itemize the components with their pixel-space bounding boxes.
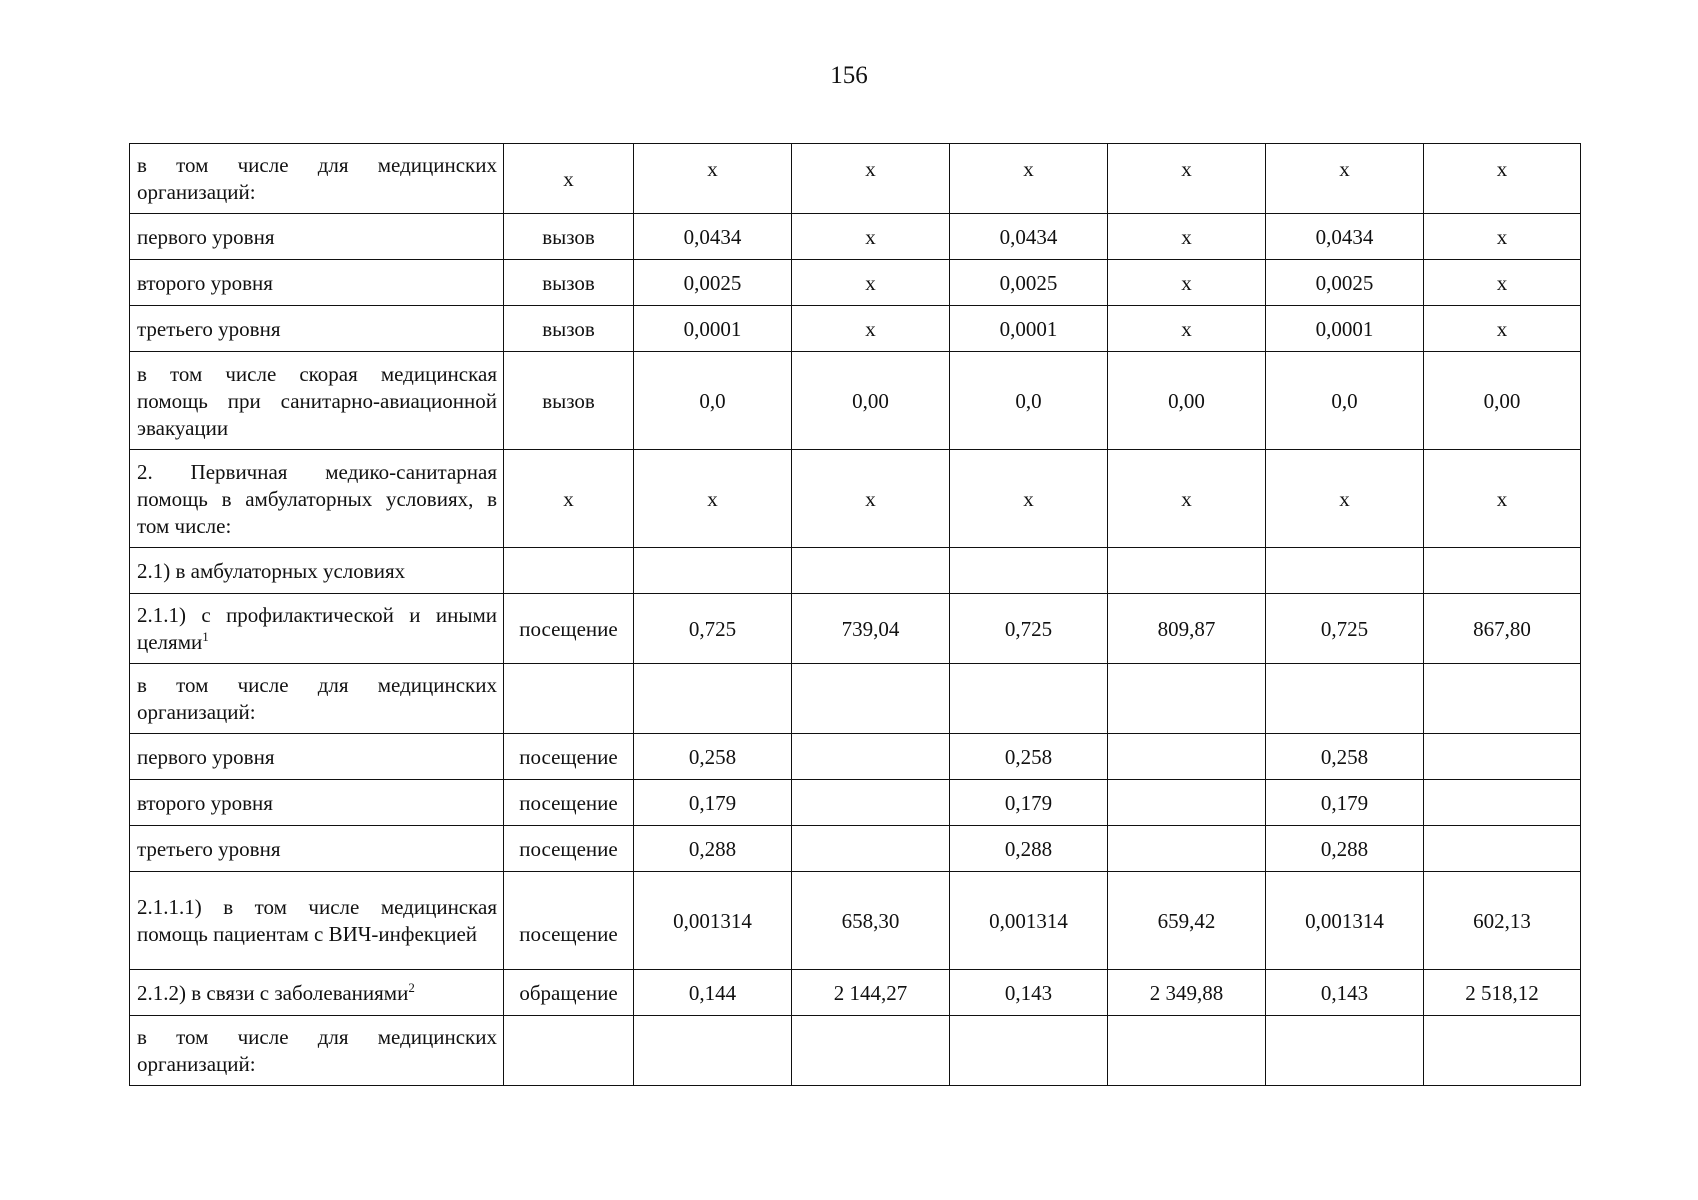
row-value (950, 548, 1108, 594)
row-unit: вызов (504, 214, 634, 260)
row-label: 2.1) в амбулаторных условиях (130, 548, 504, 594)
table-row (130, 214, 1581, 260)
row-value: 0,0001 (1266, 306, 1424, 352)
row-value (1266, 664, 1424, 734)
row-unit: посещение (504, 594, 634, 664)
row-value: х (1424, 260, 1581, 306)
row-value: 0,0001 (634, 306, 792, 352)
row-value: 0,288 (950, 826, 1108, 872)
row-value: х (1108, 450, 1266, 548)
row-value: 0,725 (950, 594, 1108, 664)
table-row (130, 826, 1581, 872)
row-value (1108, 664, 1266, 734)
row-unit (504, 548, 634, 594)
row-label: первого уровня (130, 734, 504, 780)
row-value: х (1108, 306, 1266, 352)
data-table (129, 143, 1581, 1086)
table-row (130, 734, 1581, 780)
row-value: х (792, 214, 950, 260)
row-value (792, 664, 950, 734)
row-value: 0,001314 (634, 872, 792, 970)
row-unit (504, 664, 634, 734)
row-value: х (1424, 144, 1581, 214)
row-unit: х (504, 144, 634, 214)
row-value: х (1424, 450, 1581, 548)
row-value: 0,258 (634, 734, 792, 780)
row-value (1108, 780, 1266, 826)
row-value: 0,0 (1266, 352, 1424, 450)
row-value: 0,0001 (950, 306, 1108, 352)
row-value: 0,258 (1266, 734, 1424, 780)
table-row (130, 306, 1581, 352)
row-value: 0,144 (634, 970, 792, 1016)
row-label: в том числе для медицинских организаций: (130, 664, 504, 734)
row-label: 2. Первичная медико-санитарная помощь в амбулаторных условиях, в том числе: (130, 450, 504, 548)
table-row (130, 780, 1581, 826)
row-value: 659,42 (1108, 872, 1266, 970)
table-row (130, 970, 1581, 1016)
row-value: 0,0434 (634, 214, 792, 260)
footnote-marker: 1 (202, 629, 209, 644)
row-value: х (950, 144, 1108, 214)
row-value (1108, 1016, 1266, 1086)
row-label: третьего уровня (130, 306, 504, 352)
row-value: х (634, 450, 792, 548)
row-value (792, 734, 950, 780)
row-value (950, 664, 1108, 734)
row-value: 0,143 (950, 970, 1108, 1016)
row-value: х (792, 450, 950, 548)
row-label: в том числе скорая медицинская помощь при санитарно-авиационной эвакуации (130, 352, 504, 450)
row-unit (504, 1016, 634, 1086)
row-value: 0,258 (950, 734, 1108, 780)
table-row (130, 144, 1581, 214)
row-label-text: 2.1.2) в связи с заболеваниями (137, 980, 409, 1005)
row-value (1424, 664, 1581, 734)
row-value (1424, 734, 1581, 780)
row-value: х (1108, 260, 1266, 306)
row-unit: вызов (504, 306, 634, 352)
table-row (130, 352, 1581, 450)
row-label (130, 594, 504, 664)
row-value (634, 548, 792, 594)
table-row (130, 594, 1581, 664)
row-value: х (792, 260, 950, 306)
row-value: 2 518,12 (1424, 970, 1581, 1016)
row-unit: посещение (504, 826, 634, 872)
table-row (130, 450, 1581, 548)
row-value (792, 826, 950, 872)
row-value: 0,0434 (1266, 214, 1424, 260)
row-value: х (792, 306, 950, 352)
row-value: 0,288 (1266, 826, 1424, 872)
row-value: 0,288 (634, 826, 792, 872)
table-row (130, 260, 1581, 306)
row-value (1266, 1016, 1424, 1086)
row-value (1424, 826, 1581, 872)
row-value: х (792, 144, 950, 214)
row-unit: посещение (504, 734, 634, 780)
row-label: второго уровня (130, 260, 504, 306)
row-label-text: 2.1.1) с профилактической и иными целями (137, 603, 497, 654)
row-value: 0,0025 (634, 260, 792, 306)
row-value: 0,179 (950, 780, 1108, 826)
row-value: х (950, 450, 1108, 548)
row-value: 0,143 (1266, 970, 1424, 1016)
row-value (1108, 826, 1266, 872)
table-row (130, 872, 1581, 970)
row-value (792, 548, 950, 594)
row-value: 0,0434 (950, 214, 1108, 260)
row-label: третьего уровня (130, 826, 504, 872)
row-unit: х (504, 450, 634, 548)
row-value: 0,00 (792, 352, 950, 450)
row-label: в том числе для медицинских организаций: (130, 144, 504, 214)
row-label: в том числе для медицинских организаций: (130, 1016, 504, 1086)
row-value: 739,04 (792, 594, 950, 664)
row-value (634, 664, 792, 734)
footnote-marker: 2 (408, 979, 415, 995)
row-label: первого уровня (130, 214, 504, 260)
row-value: 0,001314 (950, 872, 1108, 970)
row-value (1108, 734, 1266, 780)
row-unit: обращение (504, 970, 634, 1016)
table-row (130, 548, 1581, 594)
row-value: х (1424, 214, 1581, 260)
row-unit: вызов (504, 260, 634, 306)
row-value (1108, 548, 1266, 594)
row-value: 0,0 (950, 352, 1108, 450)
row-label: второго уровня (130, 780, 504, 826)
row-value (1266, 548, 1424, 594)
row-unit: посещение (504, 872, 634, 970)
row-value (792, 1016, 950, 1086)
row-value: 0,00 (1424, 352, 1581, 450)
row-value: 0,179 (1266, 780, 1424, 826)
row-label: 2.1.1.1) в том числе медицинская помощь пациентам с ВИЧ-инфекцией (130, 872, 504, 970)
table-row (130, 1016, 1581, 1086)
row-value: 0,725 (634, 594, 792, 664)
row-value: 0,001314 (1266, 872, 1424, 970)
row-unit: посещение (504, 780, 634, 826)
row-value (1424, 548, 1581, 594)
row-label (130, 970, 504, 1016)
row-unit: вызов (504, 352, 634, 450)
row-value (950, 1016, 1108, 1086)
row-value: 867,80 (1424, 594, 1581, 664)
row-value: х (634, 144, 792, 214)
row-value: х (1108, 144, 1266, 214)
table-row (130, 664, 1581, 734)
row-value: 0,179 (634, 780, 792, 826)
row-value (1424, 780, 1581, 826)
row-value: 0,725 (1266, 594, 1424, 664)
row-value (792, 780, 950, 826)
page-number: 156 (830, 62, 868, 89)
row-value (1424, 1016, 1581, 1086)
row-value: 602,13 (1424, 872, 1581, 970)
row-value: х (1108, 214, 1266, 260)
row-value: 658,30 (792, 872, 950, 970)
row-value: 0,00 (1108, 352, 1266, 450)
row-value: 2 144,27 (792, 970, 950, 1016)
row-value: х (1424, 306, 1581, 352)
row-value (634, 1016, 792, 1086)
row-value: 2 349,88 (1108, 970, 1266, 1016)
row-value: х (1266, 450, 1424, 548)
row-value: 0,0025 (950, 260, 1108, 306)
row-value: 809,87 (1108, 594, 1266, 664)
row-value: х (1266, 144, 1424, 214)
row-value: 0,0025 (1266, 260, 1424, 306)
row-value: 0,0 (634, 352, 792, 450)
